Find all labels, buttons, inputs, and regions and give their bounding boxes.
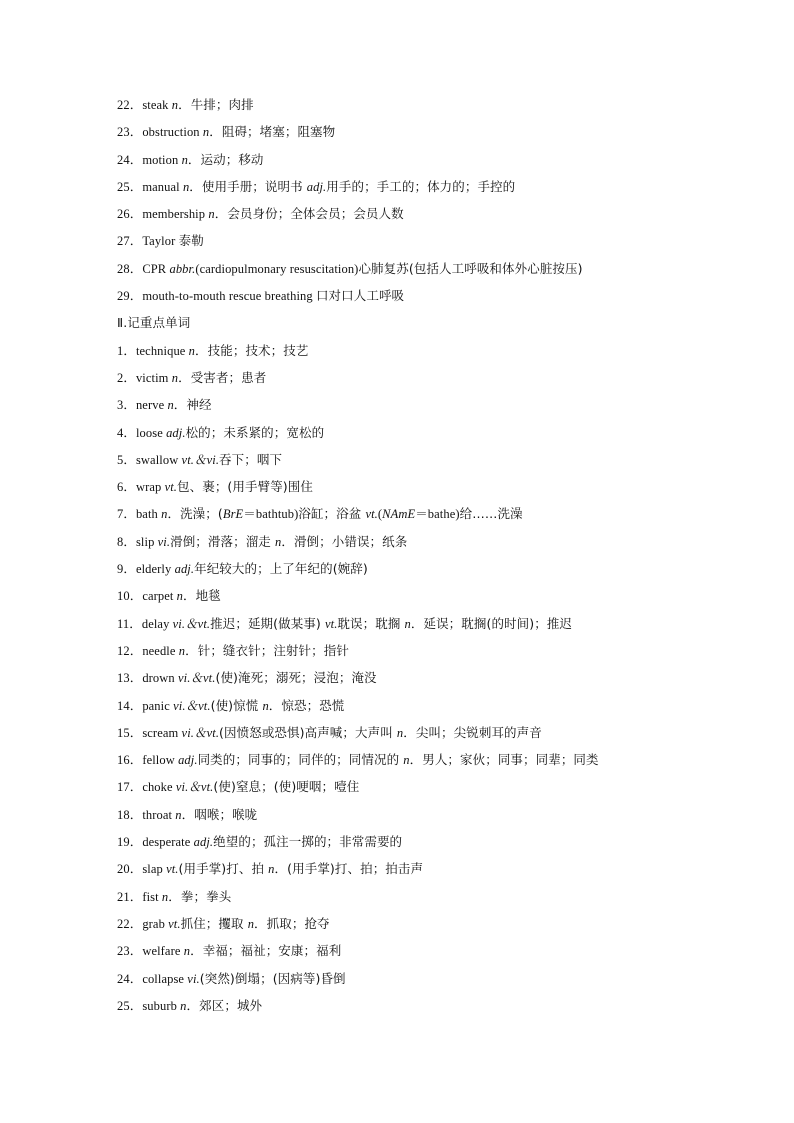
part-of-speech: n (171, 370, 179, 385)
english-text: ． (181, 807, 195, 822)
entry-number: 23． (117, 125, 143, 140)
english-text: ． (195, 343, 208, 358)
key-word-entry (117, 503, 677, 530)
key-word-entry (117, 476, 677, 503)
part-of-speech: n (171, 98, 179, 112)
entry-number: 12． (117, 643, 143, 658)
key-word-entry (117, 776, 677, 803)
english-text: CPR (142, 261, 170, 276)
part-of-speech: vt.＆vi. (181, 452, 220, 467)
part-of-speech: n (274, 534, 282, 549)
key-word-entry (117, 394, 677, 421)
part-of-speech: n (183, 944, 191, 959)
chinese-definition: 给……洗澡 (459, 506, 523, 522)
part-of-speech: n (404, 616, 411, 631)
chinese-definition: 浴缸；浴盆 (298, 506, 366, 522)
chinese-definition: (使)惊慌 (210, 697, 263, 713)
english-text: ＝bathe) (415, 507, 460, 522)
english-text: loose (135, 425, 167, 440)
english-text: ． (185, 643, 198, 658)
english-text: suburb (142, 998, 181, 1013)
part-of-speech: vt. (365, 507, 378, 522)
entry-number: 3． (117, 398, 136, 413)
key-word-entry (117, 667, 677, 694)
english-text: obstruction (142, 125, 203, 140)
english-text: carpet (142, 589, 177, 604)
chinese-definition: 耽误；耽搁 (337, 615, 405, 631)
chinese-definition: 男人；家伙；同事；同辈；同类 (422, 752, 599, 768)
key-word-entry (117, 858, 677, 885)
key-word-entry (117, 613, 677, 640)
part-of-speech: n (175, 807, 182, 822)
english-text: throat (142, 807, 176, 822)
english-text: ． (183, 589, 196, 604)
english-text: ． (409, 753, 423, 768)
entry-number: 28． (117, 261, 143, 276)
english-text: grab (142, 916, 169, 931)
part-of-speech: vi.＆vt. (175, 780, 214, 795)
key-word-entry (117, 804, 677, 831)
chinese-definition: 口对口人工呼吸 (315, 288, 405, 304)
english-text: choke (142, 780, 176, 795)
chinese-definition: (因愤怒或恐惧)高声喊；大声叫 (219, 724, 397, 740)
part-of-speech: n (161, 889, 169, 904)
entry-number: 15． (117, 725, 143, 740)
vocab-entry (117, 121, 677, 148)
chinese-definition: 年纪较大的；上了年纪的(婉辞) (194, 561, 368, 577)
english-text: ． (186, 998, 200, 1013)
part-of-speech: n (396, 725, 404, 740)
part-of-speech: BrE (222, 507, 244, 522)
part-of-speech: adj. (178, 753, 198, 768)
chinese-definition: 抓取；抢夺 (266, 915, 330, 931)
english-text: elderly (135, 562, 175, 577)
part-of-speech: n (181, 152, 188, 167)
chinese-definition: 尖叫；尖锐刺耳的声音 (415, 724, 542, 740)
chinese-definition: 拳；拳头 (180, 888, 232, 904)
chinese-definition: 咽喉；喉咙 (194, 806, 258, 822)
part-of-speech: n (180, 998, 187, 1013)
entry-number: 10． (117, 589, 143, 604)
english-text: panic (142, 698, 174, 713)
part-of-speech: n (268, 862, 275, 877)
entry-number: 6． (117, 480, 136, 495)
key-word-entry (117, 968, 677, 995)
part-of-speech: vt. (164, 480, 178, 495)
chinese-definition: (用手掌)打、拍；拍击声 (287, 861, 424, 877)
key-word-entry (117, 695, 677, 722)
entry-number: 11． (117, 616, 142, 631)
entry-number: 5． (117, 452, 136, 467)
entry-number: 7． (117, 507, 136, 522)
chinese-definition: 神经 (186, 397, 212, 413)
key-word-entry (117, 749, 677, 776)
chinese-definition: 绝望的；孤注一掷的；非常需要的 (213, 834, 403, 850)
vocab-entry (117, 258, 677, 285)
part-of-speech: vi. (187, 971, 200, 986)
key-word-entry (117, 367, 677, 394)
key-word-entry (117, 340, 677, 367)
entry-number: 13． (117, 671, 143, 686)
english-text: collapse (142, 971, 188, 986)
chinese-definition: 吞下；咽下 (219, 451, 283, 467)
english-text: ． (187, 152, 201, 167)
part-of-speech: n (182, 179, 190, 194)
english-text: technique (135, 343, 189, 358)
entry-number: 19． (117, 835, 143, 850)
english-text: ． (178, 98, 191, 112)
vocabulary-list-continued (117, 94, 677, 312)
part-of-speech: vt. (324, 616, 338, 631)
english-text: desperate (142, 835, 194, 850)
chinese-definition: 松的；未系紧的；宽松的 (185, 424, 325, 440)
english-text: manual (142, 179, 183, 194)
english-text: ． (189, 179, 202, 194)
english-text: membership (142, 207, 209, 222)
english-text: ． (274, 862, 288, 877)
part-of-speech: n (188, 343, 196, 358)
entry-number: 26． (117, 207, 143, 222)
chinese-definition: 洗澡；( (180, 506, 223, 522)
chinese-definition: 会员身份；全体会员；会员人数 (227, 206, 404, 222)
english-text: needle (142, 643, 179, 658)
vocab-entry (117, 94, 677, 121)
english-text: ． (214, 207, 228, 222)
entry-number: 4． (117, 425, 136, 440)
english-text: wrap (135, 480, 165, 495)
key-word-entry (117, 940, 677, 967)
english-text: scream (142, 725, 182, 740)
english-text: ( (377, 507, 383, 522)
chinese-definition: 受害者；患者 (190, 369, 267, 385)
part-of-speech: n (178, 643, 186, 658)
entry-number: 1． (117, 343, 136, 358)
chinese-definition: 技能；技术；技艺 (207, 342, 309, 358)
part-of-speech: vt. (168, 916, 181, 931)
part-of-speech: adj. (166, 425, 186, 440)
part-of-speech: n (208, 207, 215, 222)
part-of-speech: vi.＆vt. (172, 616, 211, 631)
part-of-speech: n (262, 698, 269, 713)
chinese-definition: (使)淹死；溺死；浸泡；淹没 (215, 670, 377, 686)
english-text: ． (403, 725, 416, 740)
key-word-entry (117, 640, 677, 667)
english-text: slap (142, 862, 167, 877)
entry-number: 18． (117, 807, 143, 822)
english-text: slip (135, 534, 158, 549)
english-text: ． (209, 125, 222, 140)
part-of-speech: vi.＆vt. (181, 725, 220, 740)
chinese-definition: 使用手册；说明书 (201, 178, 307, 194)
key-word-entry (117, 995, 677, 1022)
chinese-definition: 幸福；福祉；安康；福利 (202, 943, 342, 959)
part-of-speech: n (403, 753, 410, 768)
chinese-definition: (突然)倒塌；(因病等)昏倒 (199, 970, 346, 986)
chinese-definition: (使)窒息；(使)哽咽；噎住 (213, 779, 360, 795)
chinese-definition: 推迟；延期(做某事) (210, 615, 325, 631)
english-text: delay (141, 616, 173, 631)
vocabulary-content (117, 94, 677, 1022)
key-word-entry (117, 913, 677, 940)
english-text: fellow (142, 753, 179, 768)
section-heading-text: Ⅱ.记重点单词 (117, 315, 191, 331)
english-text: mouth-to-mouth rescue breathing (142, 289, 316, 304)
entry-number: 22． (117, 98, 143, 112)
english-text: Taylor (142, 234, 179, 249)
english-text: ． (167, 507, 181, 522)
part-of-speech: n (247, 916, 255, 931)
entry-number: 25． (117, 998, 143, 1013)
chinese-definition: (用手掌)打、拍 (178, 861, 269, 877)
chinese-definition: 针；缝衣针；注射针；指针 (197, 642, 349, 658)
part-of-speech: abbr. (169, 261, 196, 276)
english-text: ． (173, 398, 187, 413)
vocab-entry (117, 285, 677, 312)
english-text: nerve (135, 398, 168, 413)
part-of-speech: adj. (174, 562, 195, 577)
english-text: ． (254, 916, 267, 931)
chinese-definition: 地毯 (195, 588, 221, 604)
english-text: swallow (135, 452, 182, 467)
english-text: ． (178, 370, 191, 385)
chinese-definition: 同类的；同事的；同伴的；同情况的 (197, 752, 404, 768)
entry-number: 20． (117, 862, 143, 877)
key-word-entry (117, 585, 677, 612)
entry-number: 14． (117, 698, 143, 713)
english-text: ． (410, 616, 424, 631)
vocab-entry (117, 176, 677, 203)
entry-number: 16． (117, 753, 143, 768)
key-word-entry (117, 422, 677, 449)
chinese-definition: 泰勒 (178, 233, 204, 249)
part-of-speech: n (167, 398, 174, 413)
entry-number: 21． (117, 889, 143, 904)
english-text: motion (142, 152, 182, 167)
vocab-entry (117, 203, 677, 230)
chinese-definition: 用手的；手工的；体力的；手控的 (326, 178, 516, 194)
english-text: welfare (142, 944, 184, 959)
chinese-definition: 延误；耽搁(的时间)；推迟 (423, 615, 573, 631)
part-of-speech: adj. (306, 179, 327, 194)
chinese-definition: 郊区；城外 (199, 997, 263, 1013)
vocab-entry (117, 149, 677, 176)
english-text: ． (168, 889, 181, 904)
part-of-speech: vi. (157, 534, 171, 549)
english-text: ． (268, 698, 282, 713)
entry-number: 24． (117, 971, 143, 986)
part-of-speech: n (176, 589, 184, 604)
entry-number: 2． (117, 370, 136, 385)
chinese-definition: 阻碍；堵塞；阻塞物 (221, 124, 336, 140)
key-word-entry (117, 531, 677, 558)
english-text: steak (142, 98, 172, 112)
section-heading (117, 312, 677, 339)
vocab-entry (117, 230, 677, 257)
chinese-definition: 滑倒；小错误；纸条 (293, 533, 408, 549)
entry-number: 22． (117, 916, 143, 931)
entry-number: 25． (117, 179, 143, 194)
chinese-definition: 抓住；攫取 (180, 915, 248, 931)
entry-number: 8． (117, 534, 136, 549)
part-of-speech: vi.＆vt. (177, 671, 216, 686)
key-word-entry (117, 449, 677, 476)
part-of-speech: n (202, 125, 210, 140)
key-word-entry (117, 886, 677, 913)
english-text: fist (142, 889, 162, 904)
part-of-speech: adj. (193, 835, 214, 850)
chinese-definition: 心肺复苏(包括人工呼吸和体外心脏按压) (358, 260, 583, 276)
english-text: ． (281, 534, 294, 549)
entry-number: 17． (117, 780, 143, 795)
part-of-speech: vt. (166, 862, 179, 877)
english-text: victim (135, 370, 172, 385)
chinese-definition: 包、裹；(用手臂等)围住 (177, 479, 313, 495)
english-text: ． (190, 944, 203, 959)
key-word-entry (117, 558, 677, 585)
key-word-entry (117, 831, 677, 858)
entry-number: 9． (117, 562, 136, 577)
part-of-speech: NAmE (382, 507, 416, 522)
english-text: bath (135, 507, 162, 522)
entry-number: 24． (117, 152, 143, 167)
english-text: (cardiopulmonary resuscitation) (195, 261, 359, 276)
chinese-definition: 牛排；肉排 (190, 97, 254, 112)
key-word-entry (117, 722, 677, 749)
entry-number: 23． (117, 944, 143, 959)
key-words-list (117, 340, 677, 1022)
part-of-speech: vi.＆vt. (173, 698, 211, 713)
entry-number: 27． (117, 234, 143, 249)
entry-number: 29． (117, 289, 143, 304)
english-text: drown (142, 671, 178, 686)
english-text: ＝bathtub) (243, 507, 299, 522)
chinese-definition: 滑倒；滑落；溜走 (170, 533, 275, 549)
part-of-speech: n (161, 507, 168, 522)
chinese-definition: 惊恐；恐慌 (281, 697, 345, 713)
chinese-definition: 运动；移动 (200, 151, 264, 167)
